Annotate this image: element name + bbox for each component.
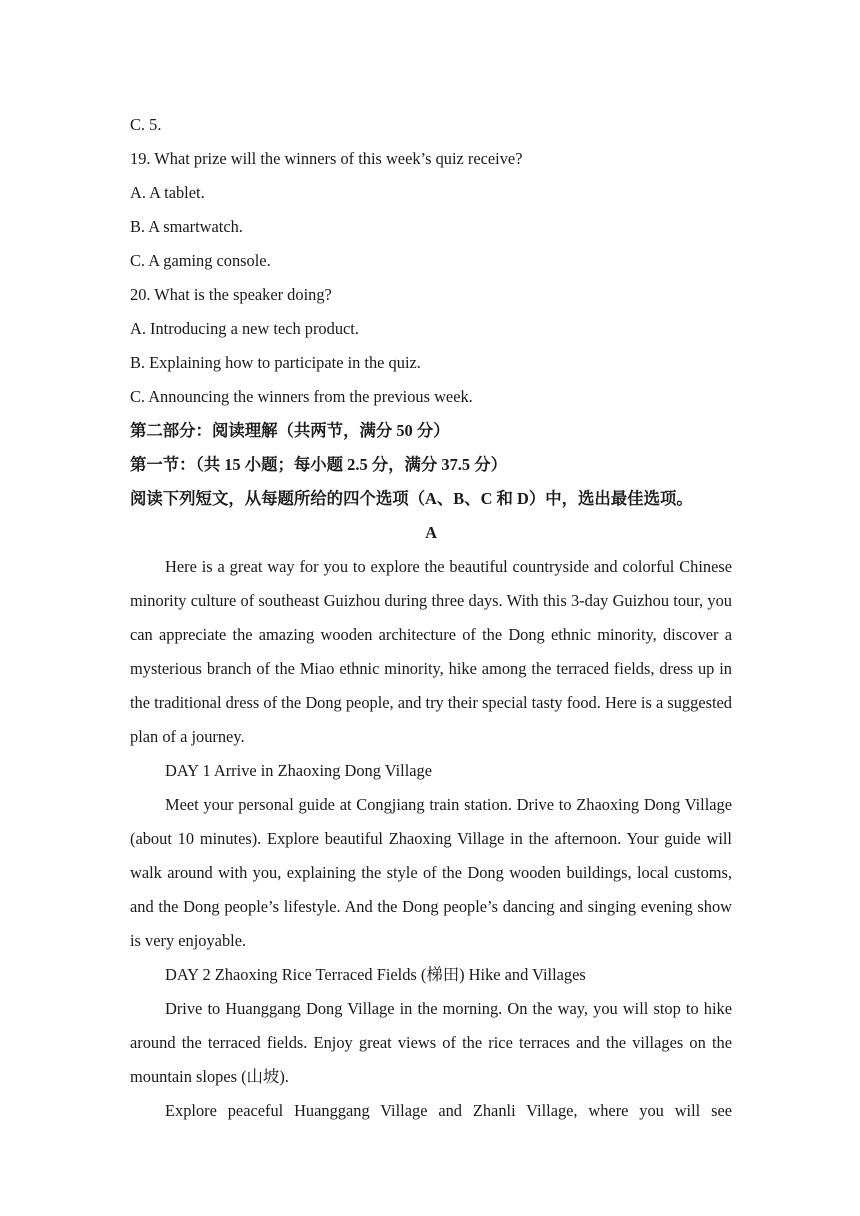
subsection-one-title: 第一节：（共 15 小题；每小题 2.5 分，满分 37.5 分） bbox=[130, 455, 507, 474]
question-19-option-a: A. A tablet. bbox=[130, 183, 205, 202]
question-18-option-c: C. 5. bbox=[130, 115, 162, 134]
day-2-paragraph-continued: Explore peaceful Huanggang Village and Zhanli Village, where you will see bbox=[165, 1101, 732, 1120]
part-two-title: 第二部分：阅读理解（共两节，满分 50 分） bbox=[130, 421, 450, 440]
day-2-paragraph: Drive to Huanggang Dong Village in the morning. On the way, you will stop to hike around the terraced fields. Enjoy great views of the rice terraces and the villages on the mountain slopes (山坡). bbox=[130, 999, 732, 1086]
passage-label: A bbox=[425, 523, 437, 542]
passage-intro-paragraph: Here is a great way for you to explore the beautiful countryside and colorful Chinese minority culture of southeast Guizhou during three days. With this 3-day Guizhou tour, you can appreciate the amazing wooden architecture of the Dong ethnic minority, discover a mysterious branch of the Miao ethnic minority, hike among the terraced fields, dress up in the traditional dress of the Dong people, and try their special tasty food. Here is a suggested plan of a journey. bbox=[130, 557, 732, 746]
day-1-heading: DAY 1 Arrive in Zhaoxing Dong Village bbox=[165, 761, 433, 780]
question-20-option-a: A. Introducing a new tech product. bbox=[130, 319, 359, 338]
day-2-heading: DAY 2 Zhaoxing Rice Terraced Fields (梯田) Hike and Villages bbox=[165, 965, 586, 984]
page-content bbox=[130, 108, 732, 1128]
day-1-paragraph: Meet your personal guide at Congjiang train station. Drive to Zhaoxing Dong Village (about 10 minutes). Explore beautiful Zhaoxing Village in the afternoon. Your guide will walk around with you, explaining the style of the Dong wooden buildings, local customs, and the Dong people’s lifestyle. And the Dong people’s dancing and singing evening show is very enjoyable. bbox=[130, 795, 732, 950]
question-20-option-c: C. Announcing the winners from the previous week. bbox=[130, 387, 473, 406]
question-20-stem: 20. What is the speaker doing? bbox=[130, 285, 332, 304]
question-19-stem: 19. What prize will the winners of this week’s quiz receive? bbox=[130, 149, 523, 168]
question-19-option-b: B. A smartwatch. bbox=[130, 217, 243, 236]
question-20-option-b: B. Explaining how to participate in the quiz. bbox=[130, 353, 421, 372]
reading-instructions: 阅读下列短文，从每题所给的四个选项（A、B、C 和 D）中，选出最佳选项。 bbox=[130, 489, 693, 508]
question-19-option-c: C. A gaming console. bbox=[130, 251, 271, 270]
